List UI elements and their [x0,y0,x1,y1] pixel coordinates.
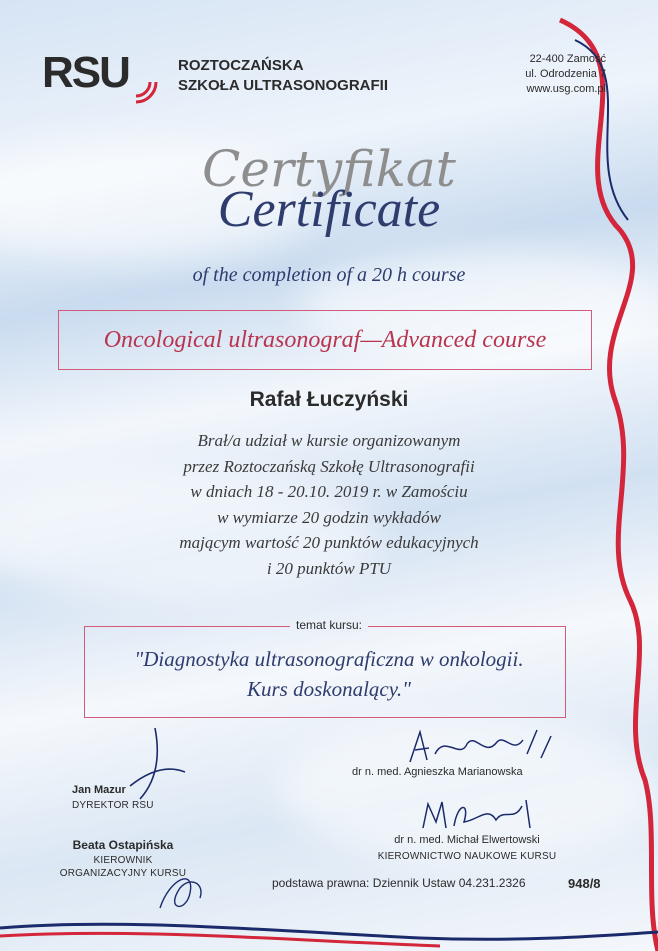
logo-rsu [42,48,129,98]
school-name-line2: SZKOŁA ULTRASONOGRAFII [178,77,388,94]
school-name-line1: ROZTOCZAŃSKA [178,57,304,74]
organizer-role2: ORGANIZACYJNY KURSU [59,868,187,879]
school-address [525,52,606,97]
body-line: przez Roztoczańską Szkołę Ultrasonografii [183,456,475,476]
signature-marianowska [405,724,555,768]
elwertowski-name: dr n. med. Michał Elwertowski [394,834,540,846]
body-line: mającym wartość 20 punktów edukacyjnych [179,533,479,553]
signature-block-organizer [48,838,198,879]
logo-waves-icon [132,66,166,106]
course-name: Oncological ultrasonograf—Advanced course [103,326,547,353]
signature-block-elwertowski [362,834,572,862]
topic-text [0,644,658,704]
signature-block-director [72,784,154,811]
director-name: Jan Mazur [72,784,126,796]
legal-basis: podstawa prawna: Dziennik Ustaw 04.231.2326 [272,876,526,890]
body-line: w dniach 18 - 20.10. 2019 r. w Zamościu [190,482,468,502]
elwertowski-role: KIEROWNICTWO NAUKOWE KURSU [377,851,557,862]
topic-label-wrap [0,618,658,632]
school-name [178,56,388,96]
organizer-name: Beata Ostapińska [72,838,174,852]
title-english: Certificate [217,181,441,238]
marianowska-name: dr n. med. Agnieszka Marianowska [352,766,523,778]
logo-text: RSU [42,48,129,97]
course-name-box [58,310,592,370]
director-role: DYREKTOR RSU [72,800,154,811]
certificate-body [0,428,658,582]
signature-block-marianowska [352,766,523,778]
address-street: ul. Odrodzenia 7 [525,68,606,80]
address-city: 22-400 Zamość [529,53,606,65]
topic-line2: Kurs doskonalący." [247,677,411,701]
certificate-number: 948/8 [568,876,601,891]
course-completion-line: of the completion of a 20 h course [192,264,466,286]
body-line: w wymiarze 20 godzin wykładów [217,507,441,527]
title-polish: Certyfikat [202,140,456,198]
signature-elwertowski [418,792,538,836]
body-line: i 20 punktów PTU [266,558,392,578]
body-line: Brał/a udział w kursie organizowanym [197,431,461,450]
organizer-role1: KIEROWNIK [93,855,153,866]
topic-label: temat kursu: [290,618,368,632]
recipient-name: Rafał Łuczyński [249,388,409,411]
address-website: www.usg.com.pl [526,83,606,95]
topic-line1: "Diagnostyka ultrasonograficzna w onkologii. [134,647,524,671]
